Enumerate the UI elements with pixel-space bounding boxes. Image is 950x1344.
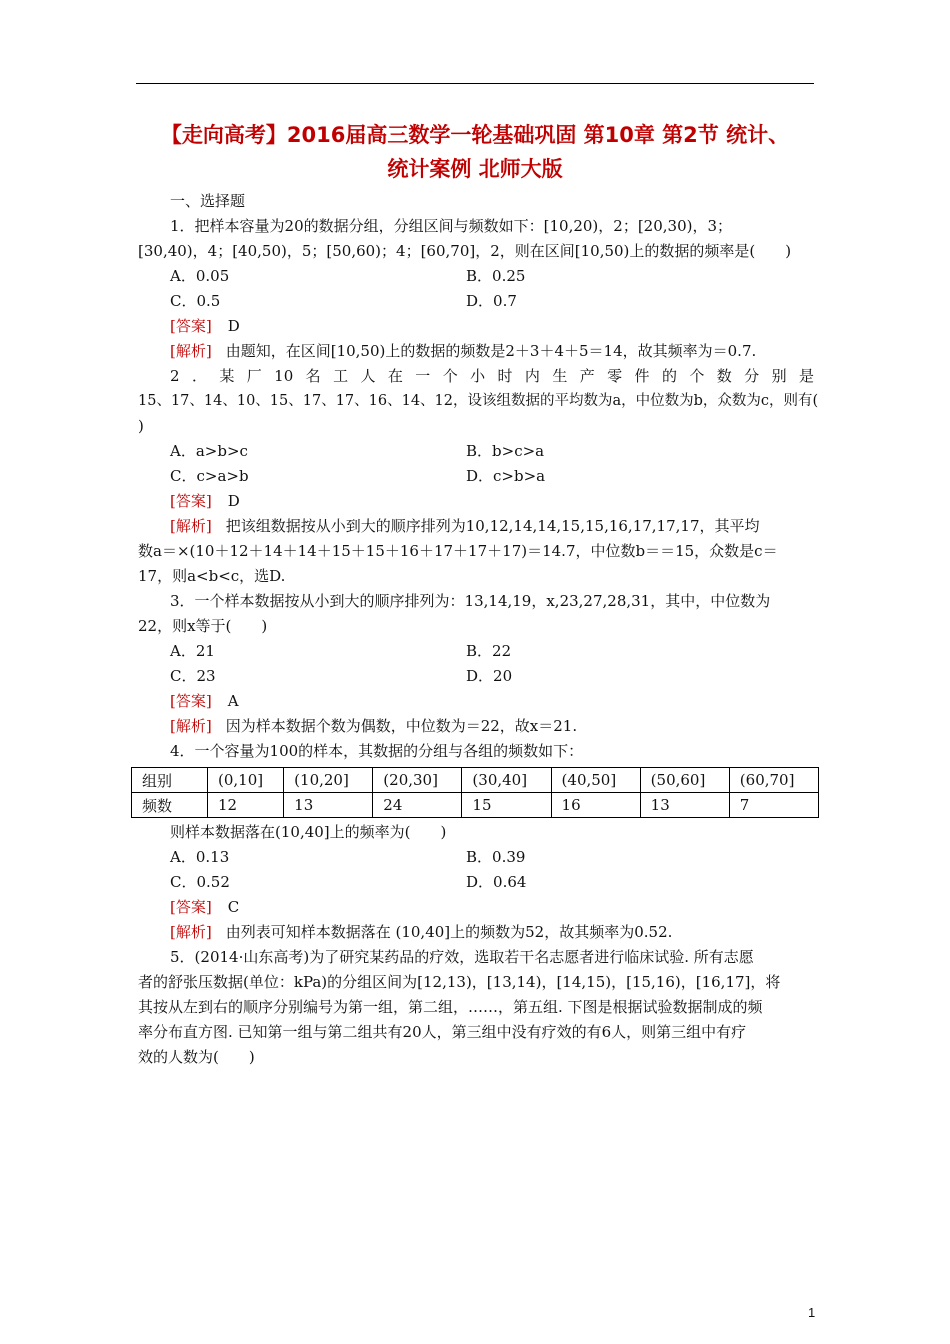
q3-stem-line1: 3．一个样本数据按从小到大的顺序排列为：13,14,19，x,23,27,28,31，其中，中位数为	[170, 592, 771, 610]
q5-stem-line2: 者的舒张压数据(单位：kPa)的分组区间为[12,13)，[13,14)，[14,15)，[15,16)，[16,17]，将	[138, 973, 781, 991]
table-cell: 24	[373, 793, 462, 818]
table-cell: 7	[729, 793, 818, 818]
analysis-text: 因为样本数据个数为偶数，中位数为＝22，故x＝21.	[225, 717, 578, 735]
table-header-cell: 组别	[132, 768, 208, 793]
q4-answer	[170, 895, 850, 920]
table-cell: (10,20]	[284, 768, 373, 793]
q1-stem-line2: [30,40)，4；[40,50)，5；[50,60)；4；[60,70]，2，则在区间[10,50)上的数据的频率是( )	[138, 242, 792, 260]
analysis-text: 把该组数据按从小到大的顺序排列为10,12,14,14,15,15,16,17,17,17，其平均	[225, 517, 760, 535]
table-cell: (20,30]	[373, 768, 462, 793]
q3-option-d: D．20	[466, 667, 513, 685]
q2-stem-line3: )	[138, 417, 144, 435]
analysis-text: 由列表可知样本数据落在 (10,40]上的频数为52，故其频率为0.52.	[225, 923, 673, 941]
q4-stem-line2: 则样本数据落在(10,40]上的频率为( )	[170, 823, 447, 841]
q1-option-c: C．0.5	[170, 292, 221, 310]
q2-analysis-line1	[170, 514, 850, 539]
analysis-tag: [解析]	[170, 342, 212, 360]
answer-value: C	[227, 898, 240, 916]
table-cell: 16	[551, 793, 640, 818]
q2-option-a: A．a>b>c	[170, 442, 248, 460]
analysis-tag: [解析]	[170, 517, 212, 535]
answer-tag: [答案]	[170, 898, 212, 916]
table-cell: 13	[284, 793, 373, 818]
table-header-cell: 频数	[132, 793, 208, 818]
q2-option-b: B．b>c>a	[466, 442, 545, 460]
q1-answer	[170, 314, 850, 339]
q1-analysis	[170, 339, 850, 364]
frequency-table	[131, 767, 819, 818]
section-heading: 一、选择题	[170, 192, 246, 210]
answer-tag: [答案]	[170, 317, 212, 335]
q3-analysis	[170, 714, 850, 739]
title-line-2: 统计案例 北师大版	[387, 157, 563, 181]
table-cell: (60,70]	[729, 768, 818, 793]
document-title	[136, 118, 814, 186]
q3-option-b: B．22	[466, 642, 512, 660]
answer-value: A	[227, 692, 239, 710]
table-cell: 15	[462, 793, 551, 818]
q2-analysis-line2: 数a＝×(10＋12＋14＋14＋15＋15＋16＋17＋17＋17)＝14.7，中位数b＝＝15，众数是c＝	[138, 542, 778, 560]
q3-answer	[170, 689, 850, 714]
q3-stem-line2: 22，则x等于( )	[138, 617, 268, 635]
table-cell: 13	[640, 793, 729, 818]
table-cell: (0,10]	[208, 768, 284, 793]
title-line-1: 【走向高考】2016届高三数学一轮基础巩固 第10章 第2节 统计、	[160, 123, 790, 147]
q5-stem-line4: 率分布直方图. 已知第一组与第二组共有20人，第三组中没有疗效的有6人，则第三组中有疗	[138, 1023, 747, 1041]
q2-analysis-line3: 17，则a<b<c，选D.	[138, 567, 286, 585]
answer-value: D	[227, 317, 240, 335]
q2-answer	[170, 489, 850, 514]
q2-stem-line1: 2．某厂10名工人在一个小时内生产零件的个数分别是	[170, 367, 814, 385]
q5-stem-line1: 5．(2014·山东高考)为了研究某药品的疗效，选取若干名志愿者进行临床试验. 所有志愿	[170, 948, 754, 966]
answer-tag: [答案]	[170, 692, 212, 710]
q5-stem-line5: 效的人数为( )	[138, 1048, 255, 1066]
q1-option-d: D．0.7	[466, 292, 517, 310]
q1-option-a: A．0.05	[170, 267, 230, 285]
answer-tag: [答案]	[170, 492, 212, 510]
table-cell: 12	[208, 793, 284, 818]
header-rule	[136, 83, 814, 84]
q2-option-c: C．c>a>b	[170, 467, 249, 485]
q4-option-a: A．0.13	[170, 848, 230, 866]
table-row-groups	[132, 768, 819, 793]
table-row-counts	[132, 793, 819, 818]
q2-stem-line2: 15、17、14、10、15、17、17、16、14、12，设该组数据的平均数为a，中位数为b，众数为c，则有(	[138, 393, 819, 409]
q4-option-c: C．0.52	[170, 873, 230, 891]
table-cell: (50,60]	[640, 768, 729, 793]
q4-option-d: D．0.64	[466, 873, 527, 891]
page-number: 1	[808, 1305, 816, 1320]
analysis-tag: [解析]	[170, 923, 212, 941]
q1-stem-line1: 1．把样本容量为20的数据分组，分组区间与频数如下：[10,20)，2；[20,30)，3；	[170, 217, 733, 235]
q4-option-b: B．0.39	[466, 848, 526, 866]
q3-option-c: C．23	[170, 667, 216, 685]
table-cell: (40,50]	[551, 768, 640, 793]
q5-stem-line3: 其按从左到右的顺序分别编号为第一组，第二组，……，第五组. 下图是根据试验数据制成的频	[138, 998, 763, 1016]
q2-option-d: D．c>b>a	[466, 467, 546, 485]
q4-stem: 4．一个容量为100的样本，其数据的分组与各组的频数如下：	[170, 742, 584, 760]
answer-value: D	[227, 492, 240, 510]
q4-analysis	[170, 920, 850, 945]
q1-option-b: B．0.25	[466, 267, 526, 285]
analysis-tag: [解析]	[170, 717, 212, 735]
q3-option-a: A．21	[170, 642, 215, 660]
analysis-text: 由题知，在区间[10,50)上的数据的频数是2＋3＋4＋5＝14，故其频率为＝0.7.	[225, 342, 757, 360]
table-cell: (30,40]	[462, 768, 551, 793]
